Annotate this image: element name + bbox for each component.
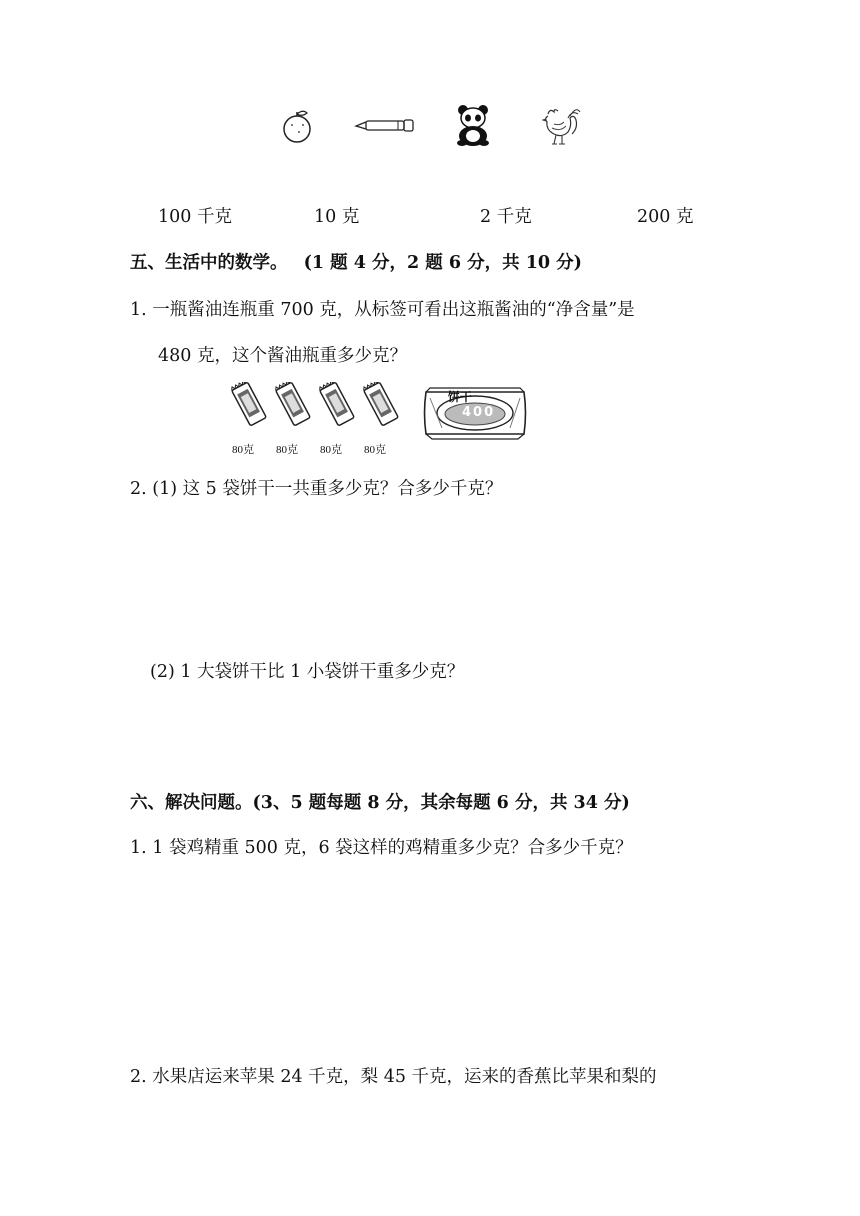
weight-label-3: 2 千克 (480, 207, 532, 227)
panda-icon (454, 103, 492, 147)
section-6-q2: 2. 水果店运来苹果 24 千克，梨 45 千克，运来的香蕉比苹果和梨的 (130, 1067, 657, 1087)
pen-icon (354, 118, 416, 134)
orange-icon (279, 108, 315, 144)
small-biscuit-weight-3: 80克 (320, 444, 342, 456)
small-biscuit-bag-icon (360, 382, 402, 442)
section-5-q2-part2: (2) 1 大袋饼干比 1 小袋饼干重多少克？ (150, 662, 465, 682)
section-5-q2-part1: 2. (1) 这 5 袋饼干一共重多少克？合多少千克？ (130, 479, 503, 499)
rooster-icon (538, 104, 582, 148)
small-biscuit-weight-4: 80克 (364, 444, 386, 456)
section-5-title: 五、生活中的数学。 (130, 253, 288, 273)
small-biscuit-weight-1: 80克 (232, 444, 254, 456)
section-5-heading (130, 251, 582, 275)
section-5-score: (1 题 4 分，2 题 6 分，共 10 分) (303, 253, 582, 273)
weight-label-1: 100 千克 (158, 207, 232, 227)
large-biscuit-label: 饼干 (448, 390, 473, 404)
section-6-q1: 1. 1 袋鸡精重 500 克，6 袋这样的鸡精重多少克？合多少千克？ (130, 838, 633, 858)
weight-label-2: 10 克 (314, 207, 360, 227)
small-biscuit-weight-2: 80克 (276, 444, 298, 456)
small-biscuit-bag-icon (316, 382, 358, 442)
section-5-q1-line1: 1. 一瓶酱油连瓶重 700 克，从标签可看出这瓶酱油的“净含量”是 (130, 300, 635, 320)
section-5-q1-line2: 480 克，这个酱油瓶重多少克？ (158, 346, 407, 366)
small-biscuit-bag-icon (228, 382, 270, 442)
small-biscuit-bag-icon (272, 382, 314, 442)
section-6-heading: 六、解决问题。(3、5 题每题 8 分，其余每题 6 分，共 34 分) (130, 793, 630, 813)
large-biscuit-weight: 400 (462, 405, 496, 420)
weight-label-4: 200 克 (637, 207, 694, 227)
